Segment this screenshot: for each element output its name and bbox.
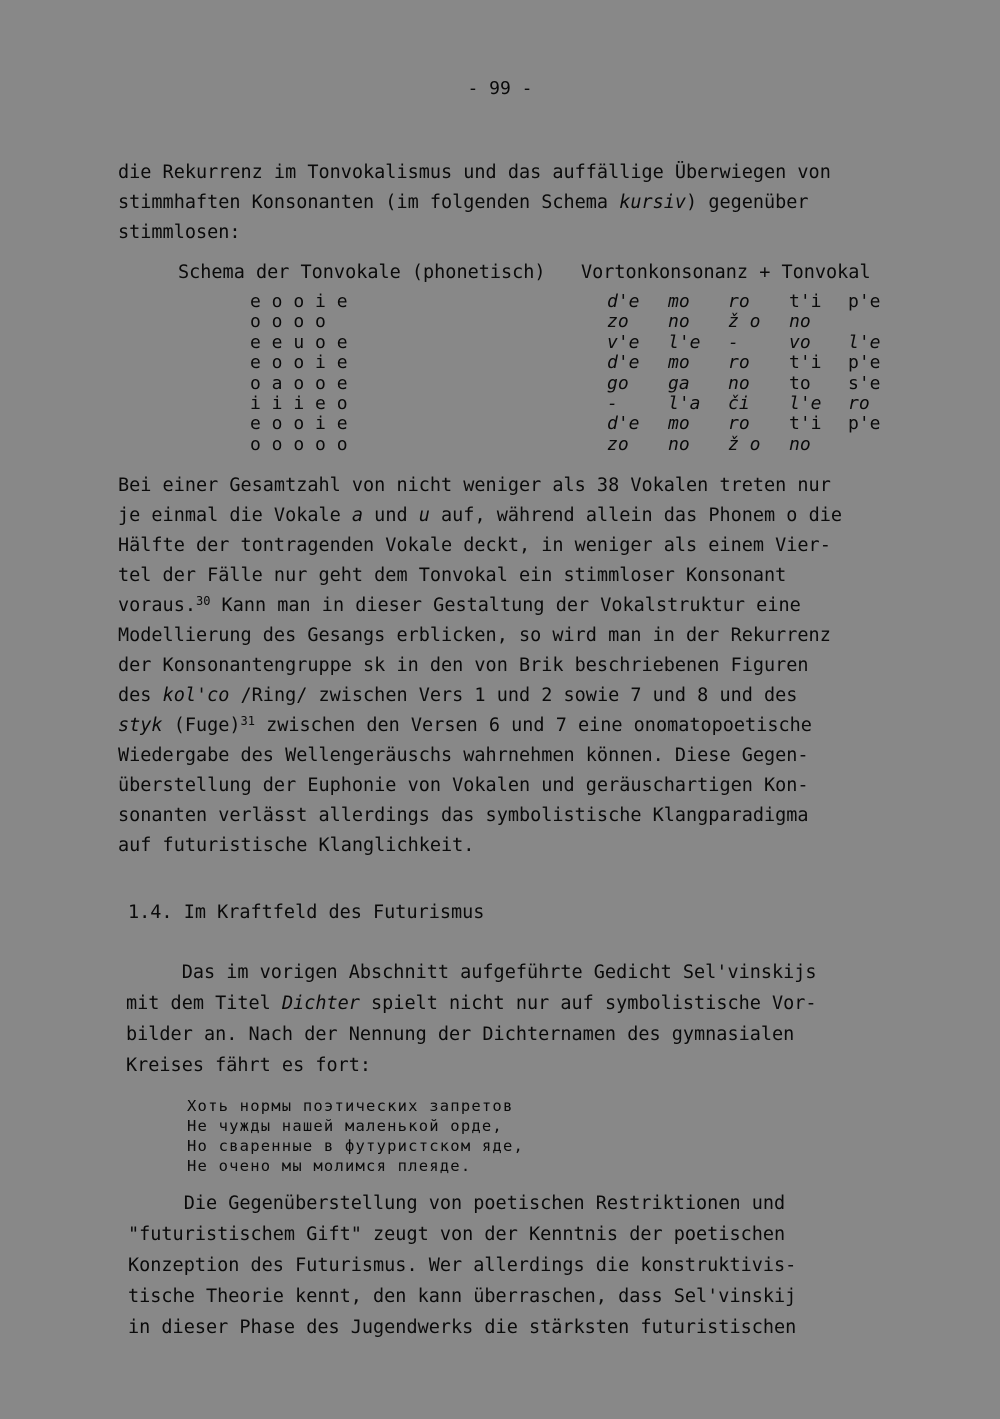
- text-line: Bei einer Gesamtzahl von nicht weniger als 38 Vokalen treten nur: [118, 475, 831, 496]
- text-line: Kreises fährt es fort:: [126, 1055, 372, 1076]
- footnote-ref: 30: [195, 594, 211, 608]
- text-line: des kol'co /Ring/ zwischen Vers 1 und 2 sowie 7 und 8 und des: [118, 685, 798, 706]
- schema-cell: t'i: [789, 413, 822, 435]
- schema-cell: no: [789, 311, 811, 333]
- schema-cell: v'e: [607, 331, 640, 353]
- text-line: Konzeption des Futurismus. Wer allerdings die konstruktivis-: [128, 1255, 797, 1276]
- schema-cell: ga: [668, 372, 690, 394]
- section-paragraph: [126, 957, 817, 1081]
- vowel-row: e e u o e: [250, 331, 348, 353]
- text-line: styk (Fuge)$^{31}$ zwischen den Versen 6 und 7 eine onomatopoetische: [118, 714, 812, 736]
- text-line: tische Theorie kennt, den kann überraschen, dass Sel'vinskij: [128, 1286, 797, 1307]
- closing-paragraph: [128, 1188, 796, 1343]
- vowel-row: e o o i e: [250, 291, 348, 312]
- text-line: sonanten verlässt allerdings das symbolistische Klangparadigma: [118, 805, 809, 826]
- vowel-row: e o o i e: [250, 352, 348, 374]
- schema-cell: mo: [668, 352, 690, 374]
- schema-cell: d'e: [607, 291, 640, 312]
- text-line: stimmhaften Konsonanten (im folgenden Schema kursiv) gegenüber: [118, 192, 809, 213]
- schema-cell: t'i: [789, 352, 822, 374]
- text-line: Wiedergabe des Wellengeräuschs wahrnehmen können. Diese Gegen-: [118, 745, 809, 766]
- schema-cell: ro: [728, 352, 750, 374]
- text-line: tel der Fälle nur geht dem Tonvokal ein stimmloser Konsonant: [118, 565, 787, 586]
- schema-cell: ž o: [728, 433, 761, 455]
- schema-cell: [848, 435, 881, 455]
- consonant-col-2: [668, 292, 701, 455]
- schema-cell: zo: [607, 311, 629, 333]
- poem-line: Не чужды нашей маленькой орде,: [187, 1117, 503, 1135]
- vowel-row: o o o o o: [250, 433, 348, 455]
- schema-cell: [848, 312, 881, 332]
- schema-cell: l'e: [789, 392, 822, 414]
- vowel-row: o o o o: [250, 311, 326, 333]
- schema-cell: ro: [848, 392, 870, 414]
- schema-cell: no: [668, 433, 690, 455]
- schema-cell: p'e: [848, 413, 881, 435]
- text-line: je einmal die Vokale a und u auf, während allein das Phonem o die: [118, 505, 842, 526]
- vowel-row: o a o o e: [250, 372, 348, 394]
- italic-term: kursiv: [619, 192, 687, 213]
- schema-cell: l'a: [668, 392, 701, 414]
- schema-cell: -: [728, 331, 739, 353]
- text-line: Hälfte der tontragenden Vokale deckt, in weniger als einem Vier-: [118, 535, 831, 556]
- intro-paragraph: [118, 158, 831, 248]
- vowel-schema: [250, 292, 348, 455]
- schema-cell: ž o: [728, 311, 761, 333]
- page-number: - 99 -: [467, 78, 533, 99]
- schema-cell: mo: [668, 413, 690, 435]
- text-line: voraus.$^{30}$ Kann man in dieser Gestaltung der Vokalstruktur eine: [118, 594, 801, 616]
- schema-cell: d'e: [607, 352, 640, 374]
- poem-quote: [187, 1096, 524, 1176]
- schema-cell: mo: [668, 291, 690, 312]
- schema-cell: to: [789, 372, 811, 394]
- consonant-col-5: [848, 292, 881, 455]
- consonant-col-3: [728, 292, 761, 455]
- text-line: bilder an. Nach der Nennung der Dichternamen des gymnasialen: [126, 1024, 795, 1045]
- consonant-col-1: [607, 292, 640, 455]
- schema-cell: ro: [728, 413, 750, 435]
- poem-line: Не очено мы молимся плеяде.: [187, 1157, 472, 1175]
- text-line: Modellierung des Gesangs erblicken, so wird man in der Rekurrenz: [118, 625, 831, 646]
- schema-cell: či: [728, 392, 750, 414]
- text-line: mit dem Titel Dichter spielt nicht nur auf symbolistische Vor-: [126, 993, 817, 1014]
- schema-cell: vo: [789, 331, 811, 353]
- poem-line: Но сваренные в футуристском яде,: [187, 1137, 525, 1155]
- poem-line: Хоть нормы поэтических запретов: [187, 1097, 514, 1115]
- schema-cell: no: [668, 311, 690, 333]
- schema-cell: no: [728, 372, 750, 394]
- text-line: die Rekurrenz im Tonvokalismus und das auffällige Überwiegen von: [118, 162, 831, 183]
- schema-right-header: Vortonkonsonanz + Tonvokal: [581, 262, 871, 283]
- schema-left-header: Schema der Tonvokale (phonetisch): [178, 262, 546, 283]
- schema-cell: t'i: [789, 291, 822, 312]
- text-line: Das im vorigen Abschnitt aufgeführte Gedicht Sel'vinskijs: [126, 962, 817, 983]
- vowel-row: i i i e o: [250, 392, 348, 414]
- footnote-ref: 31: [240, 714, 255, 728]
- schema-cell: p'e: [848, 291, 881, 312]
- text-line: in dieser Phase des Jugendwerks die stärksten futuristischen: [128, 1317, 797, 1338]
- schema-cell: l'e: [668, 331, 701, 353]
- schema-cell: l'e: [848, 331, 881, 353]
- schema-cell: d'e: [607, 413, 640, 435]
- schema-cell: ro: [728, 291, 750, 312]
- schema-cell: -: [607, 392, 618, 414]
- consonant-col-4: [789, 292, 822, 455]
- schema-cell: no: [789, 433, 811, 455]
- schema-cell: zo: [607, 433, 629, 455]
- schema-cell: s'e: [848, 372, 881, 394]
- vowel-row: e o o i e: [250, 413, 348, 435]
- schema-cell: p'e: [848, 352, 881, 374]
- text-line: stimmlosen:: [118, 222, 241, 243]
- text-line: "futuristischem Gift" zeugt von der Kenntnis der poetischen: [128, 1224, 786, 1245]
- text-line: auf futuristische Klanglichkeit.: [118, 835, 475, 856]
- text-line: Die Gegenüberstellung von poetischen Restriktionen und: [128, 1193, 786, 1214]
- text-line: überstellung der Euphonie von Vokalen und geräuschartigen Kon-: [118, 775, 809, 796]
- schema-cell: go: [607, 372, 629, 394]
- text-line: der Konsonantengruppe sk in den von Brik beschriebenen Figuren: [118, 655, 809, 676]
- analysis-paragraph: [118, 471, 842, 861]
- section-heading: 1.4. Im Kraftfeld des Futurismus: [128, 902, 485, 923]
